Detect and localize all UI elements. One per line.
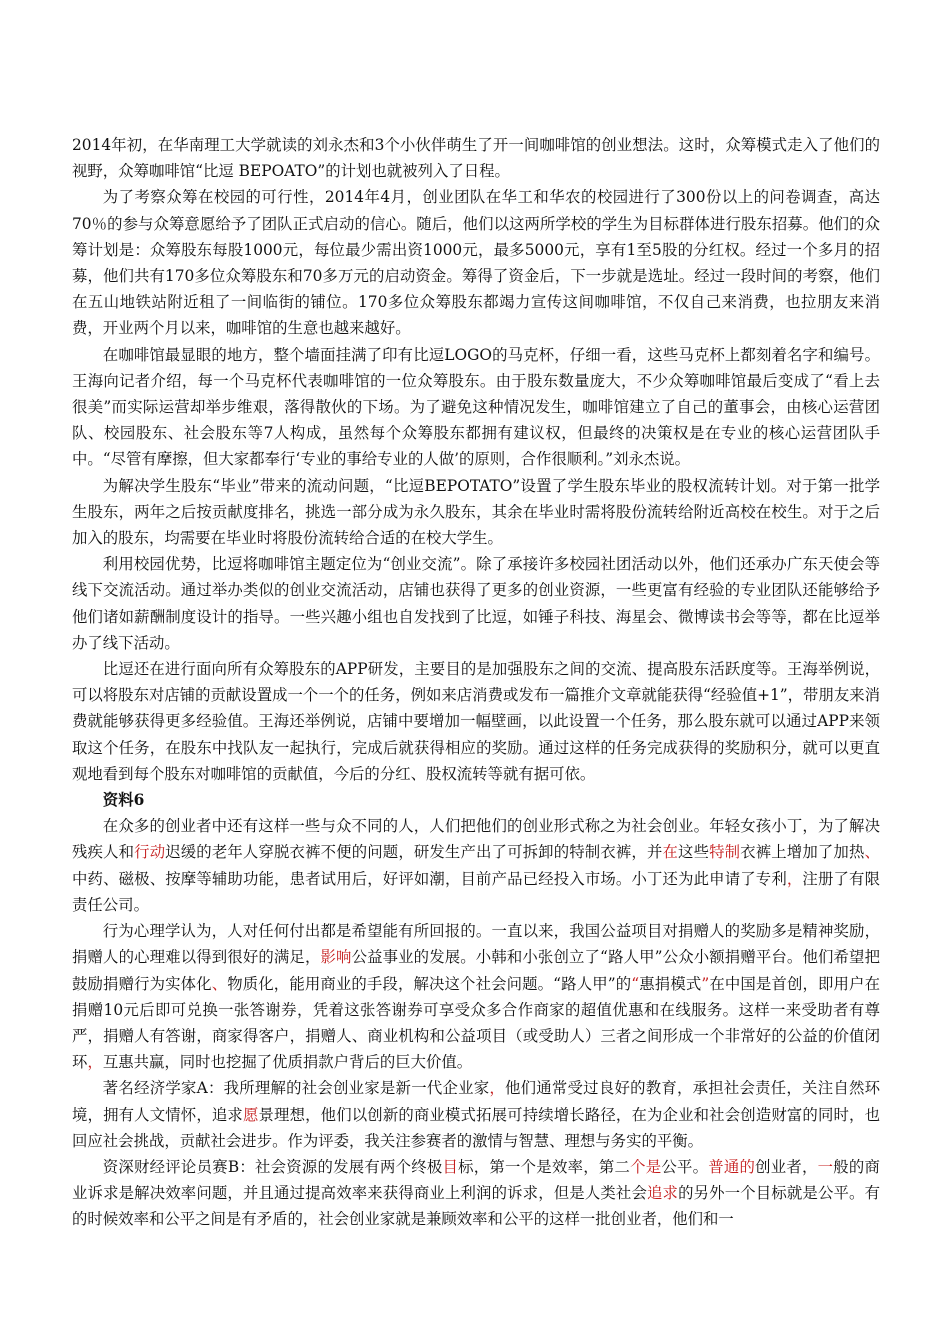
text-run: 迟缓的老年人穿脱衣裤不便的问题，研发生产出了可拆卸的特制衣裤，并 <box>165 843 663 862</box>
section-heading <box>72 787 880 813</box>
text-run: 在咖啡馆最显眼的地方，整个墙面挂满了印有比逗LOGO的马克杯，仔细一看，这些马克杯上都刻着名字和编号。王海向记者介绍，每一个马克杯代表咖啡馆的一位众筹股东。由于股东数量庞大，不少众筹咖啡馆最后变成了“看上去很美”而实际运营却举步维艰，落得散伙的下场。为了避免这种情况发生，咖啡馆建立了自己的董事会，由核心运营团队、校园股东、社会股东等7人构成，虽然每个众筹股东都拥有建议权，但最终的决策权是在专业的核心运营团队手中。“尽管有摩擦，但大家都奉行‘专业的事给专业的人做’的原则，合作很顺利。”刘永杰说。 <box>72 345 880 469</box>
highlighted-text: 、 <box>211 974 228 993</box>
paragraph <box>72 813 880 918</box>
text-run: 资料6 <box>102 791 145 810</box>
text-run: 景理想，他们以创新的商业模式拓展可持续增长路径，在为企业和社会创造财富的同时，也回应社会挑战，贡献社会进步。作为评委，我关注参赛者的激情与智慧、理想与务实的平衡。 <box>72 1105 880 1150</box>
highlighted-text: 目 <box>442 1157 459 1176</box>
paragraph <box>72 1075 880 1154</box>
highlighted-text: ， <box>786 869 803 888</box>
document-body <box>72 132 880 1233</box>
highlighted-text: 一 <box>817 1157 834 1176</box>
highlighted-text: 、 <box>864 843 880 862</box>
highlighted-text: 愿 <box>242 1105 259 1124</box>
text-run: 互惠共赢，同时也挖掘了优质捐款户背后的巨大价值。 <box>102 1053 473 1072</box>
text-run: 2014年初，在华南理工大学就读的刘永杰和3个小伙伴萌生了开一间咖啡馆的创业想法。这时，众筹模式走入了他们的视野，众筹咖啡馆“比逗 BEPOATO”的计划也就被列入了日程。 <box>72 136 880 181</box>
text-run: 为了考察众筹在校园的可行性，2014年4月，创业团队在华工和华农的校园进行了300份以上的问卷调查，高达70％的参与众筹意愿给予了团队正式启动的信心。随后，他们以这两所学校的学生为目标群体进行股东招募。他们的众筹计划是：众筹股东每股1000元，每位最少需出资1000元，最多5000元，享有1至5股的分红权。经过一个多月的招募，他们共有170多位众筹股东和70多万元的启动资金。筹得了资金后，下一步就是选址。经过一段时间的考察，他们在五山地铁站附近租了一间临街的铺位。170多位众筹股东都竭力宣传这间咖啡馆，不仅自己来消费，也拉朋友来消费，开业两个月以来，咖啡馆的生意也越来越好。 <box>72 188 880 338</box>
paragraph <box>72 918 880 1075</box>
highlighted-text: 个是 <box>630 1157 662 1176</box>
text-run: 在众多的创业者中还有这样一些与众不同的人，人们把他们的创业形式称之为社会创业。年轻女孩小丁，为了解决残疾人和 <box>72 817 880 862</box>
text-run: 公平。 <box>661 1157 709 1176</box>
text-run: 般的商业诉求是解决效率问题，并且通过提高效率来获得商业上利润的诉求，但是人类社会 <box>72 1157 880 1203</box>
highlighted-text: ， <box>489 1079 506 1098</box>
text-run: 注册了有限责任公司。 <box>72 869 880 914</box>
highlighted-text: 在 <box>662 843 679 862</box>
highlighted-text: 影响 <box>320 948 352 967</box>
paragraph <box>72 473 880 552</box>
text-run: 在中国是首创，即用户在捐赠10元后即可兑换一张答谢券，凭着这张答谢券可享受众多合作商家的超值优惠和在线服务。这样一来受助者有尊严，捐赠人有答谢，商家得客户，捐赠人、商业机构和公益项目（或受助人）三者之间形成一个非常好的公益的价值闭环 <box>72 974 880 1072</box>
text-run: 物质化，能用商业的手段，解决这个社会问题。“路人甲”的 <box>227 974 632 993</box>
text-run: 著名经济学家A：我所理解的社会创业家是新一代企业家 <box>102 1079 490 1098</box>
text-run: 衣裤上增加了加热 <box>740 843 865 862</box>
text-run: 的另外一个目标就是公平。有的时候效率和公平之间是有矛盾的，社会创业家就是兼顾效率和公平的这样一批创业者，他们和一 <box>72 1184 880 1229</box>
text-run: 利用校园优势，比逗将咖啡馆主题定位为“创业交流”。除了承接许多校园社团活动以外，他们还承办广东天使会等线下交流活动。通过举办类似的创业交流活动，店铺也获得了更多的创业资源，一些更富有经验的专业团队还能够给予他们诸如薪酬制度设计的指导。一些兴趣小组也自发找到了比逗，如锤子科技、海星会、微博读书会等等，都在比逗举办了线下活动。 <box>72 555 880 652</box>
highlighted-text: 普通的 <box>708 1157 756 1176</box>
text-run: 标，第一个是效率，第二 <box>458 1157 631 1176</box>
highlighted-text: 特制 <box>709 843 741 862</box>
text-run: 惠捐模式 <box>639 974 702 993</box>
text-run: 这些 <box>678 843 710 862</box>
paragraph <box>72 1154 880 1233</box>
paragraph <box>72 132 880 184</box>
highlighted-text: 追求 <box>647 1184 679 1203</box>
text-run: 中药、磁极、按摩等辅助功能，患者试用后，好评如潮，目前产品已经投入市场。小丁还为此申请了专利 <box>72 869 787 888</box>
highlighted-text: “ <box>631 974 640 993</box>
paragraph <box>72 342 880 473</box>
highlighted-text: ， <box>87 1053 103 1072</box>
paragraph <box>72 184 880 341</box>
text-run: 公益事业的发展。小韩和小张创立了“路人甲”公众小额捐赠平台。他们希望把鼓励捐赠行为实体化 <box>72 948 880 993</box>
paragraph <box>72 656 880 787</box>
text-run: 为解决学生股东“毕业”带来的流动问题，“比逗BEPOTATO”设置了学生股东毕业的股权流转计划。对于第一批学生股东，两年之后按贡献度排名，挑选一部分成为永久股东，其余在毕业时需将股份流转给附近高校在校生。对于之后加入的股东，均需要在毕业时将股份流转给合适的在校大学生。 <box>72 476 880 548</box>
highlighted-text: 行动 <box>134 843 166 862</box>
text-run: 资深财经评论员赛B：社会资源的发展有两个终极 <box>102 1157 443 1176</box>
text-run: 他们通常受过良好的教育，承担社会责任，关注自然环境，拥有人文情怀，追求 <box>72 1079 880 1124</box>
highlighted-text: ” <box>701 974 710 993</box>
text-run: 创业者， <box>755 1157 818 1176</box>
paragraph <box>72 551 880 656</box>
text-run: 比逗还在进行面向所有众筹股东的APP研发，主要目的是加强股东之间的交流、提高股东活跃度等。王海举例说，可以将股东对店铺的贡献设置成一个一个的任务，例如来店消费或发布一篇推介文章就能获得“经验值+1”，带朋友来消费就能够获得更多经验值。王海还举例说，店铺中要增加一幅壁画，以此设置一个任务，那么股东就可以通过APP来领取这个任务，在股东中找队友一起执行，完成后就获得相应的奖励。通过这样的任务完成获得的奖励积分，就可以更直观地看到每个股东对咖啡馆的贡献值，今后的分红、股权流转等就有据可依。 <box>72 660 880 783</box>
text-run: 行为心理学认为，人对任何付出都是希望能有所回报的。一直以来，我国公益项目对捐赠人的奖励多是精神奖励，捐赠人的心理难以得到很好的满足， <box>72 922 880 967</box>
